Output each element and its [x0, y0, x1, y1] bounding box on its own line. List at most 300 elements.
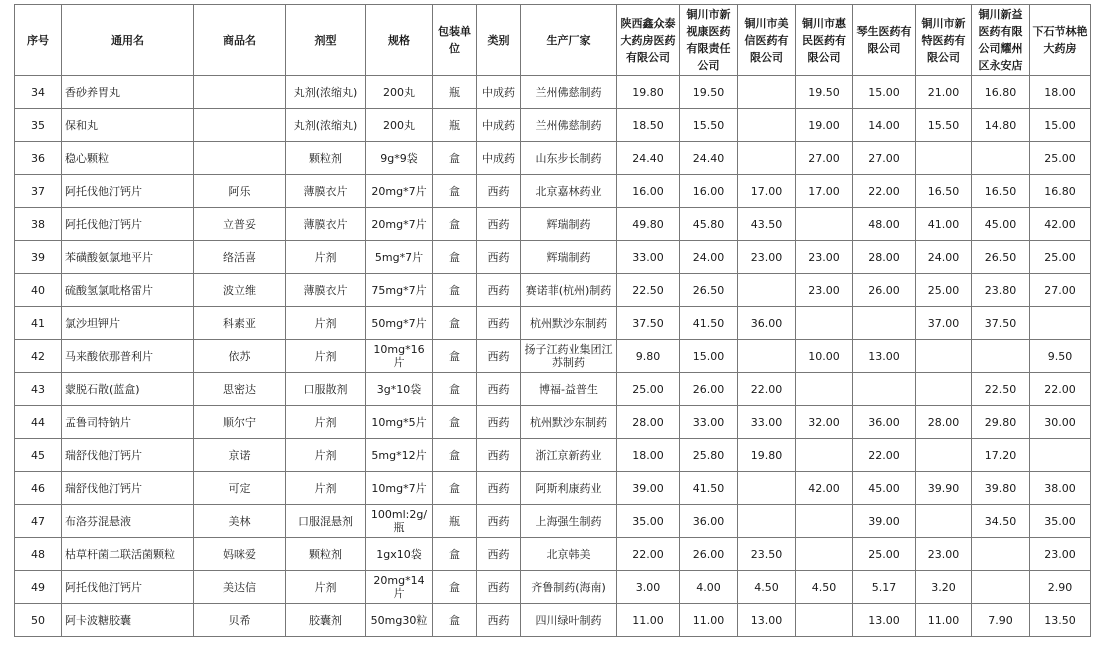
table-cell [194, 142, 286, 175]
table-cell: 孟鲁司特钠片 [62, 406, 194, 439]
table-cell: 40 [15, 274, 62, 307]
table-cell: 硫酸氢氯吡格雷片 [62, 274, 194, 307]
table-cell: 36.00 [680, 505, 738, 538]
table-cell: 36 [15, 142, 62, 175]
table-cell: 片剂 [286, 439, 366, 472]
table-cell: 20mg*7片 [366, 208, 433, 241]
drug-price-table [14, 4, 1091, 637]
table-cell: 颗粒剂 [286, 142, 366, 175]
table-cell: 18.00 [1030, 76, 1091, 109]
column-header: 下石节林艳大药房 [1030, 5, 1091, 76]
table-cell: 丸剂(浓缩丸) [286, 109, 366, 142]
table-cell [796, 604, 853, 637]
table-cell: 15.00 [853, 76, 916, 109]
table-cell: 45.00 [853, 472, 916, 505]
table-cell: 22.00 [617, 538, 680, 571]
table-cell: 22.50 [617, 274, 680, 307]
column-header: 生产厂家 [521, 5, 617, 76]
column-header: 剂型 [286, 5, 366, 76]
table-row [15, 109, 1091, 142]
table-cell: 立普妥 [194, 208, 286, 241]
table-cell: 9g*9袋 [366, 142, 433, 175]
table-cell: 35.00 [1030, 505, 1091, 538]
table-cell: 波立维 [194, 274, 286, 307]
table-cell: 50mg*7片 [366, 307, 433, 340]
table-row [15, 208, 1091, 241]
table-cell: 盒 [433, 142, 477, 175]
table-row [15, 439, 1091, 472]
table-cell: 15.50 [916, 109, 972, 142]
table-cell [738, 340, 796, 373]
table-cell: 24.40 [680, 142, 738, 175]
table-cell: 200丸 [366, 109, 433, 142]
table-cell: 妈咪爱 [194, 538, 286, 571]
table-cell: 16.80 [972, 76, 1030, 109]
table-cell: 兰州佛慈制药 [521, 76, 617, 109]
table-cell: 5mg*7片 [366, 241, 433, 274]
table-cell: 25.80 [680, 439, 738, 472]
table-cell: 17.00 [738, 175, 796, 208]
table-cell: 北京嘉林药业 [521, 175, 617, 208]
table-cell: 23.00 [796, 274, 853, 307]
table-cell: 15.50 [680, 109, 738, 142]
table-cell: 蒙脱石散(蓝盒) [62, 373, 194, 406]
table-row [15, 505, 1091, 538]
table-cell: 13.00 [738, 604, 796, 637]
table-cell: 14.00 [853, 109, 916, 142]
table-cell [853, 307, 916, 340]
column-header: 通用名 [62, 5, 194, 76]
table-cell: 瓶 [433, 505, 477, 538]
table-cell: 42.00 [796, 472, 853, 505]
column-header: 陕西鑫众泰大药房医药有限公司 [617, 5, 680, 76]
column-header: 铜川新益医药有限公司耀州区永安店 [972, 5, 1030, 76]
table-cell [916, 142, 972, 175]
table-row [15, 373, 1091, 406]
table-cell: 3.20 [916, 571, 972, 604]
table-cell: 阿斯利康药业 [521, 472, 617, 505]
header-row [15, 5, 1091, 76]
table-cell: 50 [15, 604, 62, 637]
table-cell: 38 [15, 208, 62, 241]
table-cell: 10mg*5片 [366, 406, 433, 439]
table-cell: 博福-益普生 [521, 373, 617, 406]
table-cell: 上海强生制药 [521, 505, 617, 538]
table-cell: 辉瑞制药 [521, 241, 617, 274]
table-row [15, 175, 1091, 208]
table-row [15, 241, 1091, 274]
table-cell: 26.00 [853, 274, 916, 307]
table-cell: 顺尔宁 [194, 406, 286, 439]
table-cell: 17.20 [972, 439, 1030, 472]
table-cell: 13.50 [1030, 604, 1091, 637]
table-row [15, 307, 1091, 340]
table-cell: 19.50 [796, 76, 853, 109]
column-header: 琴生医药有限公司 [853, 5, 916, 76]
table-cell: 薄膜衣片 [286, 274, 366, 307]
table-cell: 杭州默沙东制药 [521, 307, 617, 340]
column-header: 铜川市惠民医药有限公司 [796, 5, 853, 76]
table-cell: 22.00 [853, 175, 916, 208]
table-cell: 稳心颗粒 [62, 142, 194, 175]
table-cell: 依苏 [194, 340, 286, 373]
table-cell [796, 208, 853, 241]
table-cell [738, 472, 796, 505]
table-cell: 16.50 [972, 175, 1030, 208]
table-cell: 23.00 [916, 538, 972, 571]
table-cell [738, 274, 796, 307]
table-cell: 片剂 [286, 406, 366, 439]
table-row [15, 76, 1091, 109]
column-header: 铜川市美信医药有限公司 [738, 5, 796, 76]
table-cell: 16.00 [617, 175, 680, 208]
table-cell: 盒 [433, 472, 477, 505]
table-cell: 27.00 [796, 142, 853, 175]
table-cell: 36.00 [738, 307, 796, 340]
table-cell: 颗粒剂 [286, 538, 366, 571]
table-cell: 25.00 [853, 538, 916, 571]
table-cell: 布洛芬混悬液 [62, 505, 194, 538]
table-cell [853, 373, 916, 406]
table-cell: 14.80 [972, 109, 1030, 142]
table-cell: 齐鲁制药(海南) [521, 571, 617, 604]
table-cell: 37.50 [972, 307, 1030, 340]
table-cell: 1gx10袋 [366, 538, 433, 571]
table-cell: 29.80 [972, 406, 1030, 439]
table-cell: 盒 [433, 175, 477, 208]
table-cell [972, 538, 1030, 571]
column-header: 规格 [366, 5, 433, 76]
table-cell [916, 439, 972, 472]
table-cell [738, 76, 796, 109]
table-cell [796, 505, 853, 538]
table-cell: 瑞舒伐他汀钙片 [62, 439, 194, 472]
table-cell: 口服混悬剂 [286, 505, 366, 538]
table-cell: 18.00 [617, 439, 680, 472]
table-cell: 阿托伐他汀钙片 [62, 208, 194, 241]
table-cell: 45.80 [680, 208, 738, 241]
table-cell [738, 109, 796, 142]
table-cell: 片剂 [286, 472, 366, 505]
table-cell: 33.00 [680, 406, 738, 439]
table-cell: 盒 [433, 406, 477, 439]
table-cell: 瓶 [433, 76, 477, 109]
table-cell: 42 [15, 340, 62, 373]
table-cell: 25.00 [1030, 142, 1091, 175]
table-cell: 保和丸 [62, 109, 194, 142]
table-cell: 西药 [477, 274, 521, 307]
table-cell: 口服散剂 [286, 373, 366, 406]
table-cell: 丸剂(浓缩丸) [286, 76, 366, 109]
table-cell: 75mg*7片 [366, 274, 433, 307]
table-cell: 科素亚 [194, 307, 286, 340]
table-cell: 枯草杆菌二联活菌颗粒 [62, 538, 194, 571]
table-row [15, 340, 1091, 373]
table-cell: 3.00 [617, 571, 680, 604]
table-cell: 27.00 [1030, 274, 1091, 307]
table-cell: 22.00 [1030, 373, 1091, 406]
table-cell: 四川绿叶制药 [521, 604, 617, 637]
table-cell [1030, 307, 1091, 340]
table-cell: 西药 [477, 208, 521, 241]
table-cell: 盒 [433, 604, 477, 637]
table-cell: 26.00 [680, 538, 738, 571]
table-cell: 43.50 [738, 208, 796, 241]
table-cell: 盒 [433, 340, 477, 373]
table-cell: 44 [15, 406, 62, 439]
table-cell: 可定 [194, 472, 286, 505]
table-cell: 23.00 [1030, 538, 1091, 571]
table-cell [194, 109, 286, 142]
table-cell: 28.00 [853, 241, 916, 274]
table-cell: 34 [15, 76, 62, 109]
table-cell: 37.50 [617, 307, 680, 340]
table-cell: 47 [15, 505, 62, 538]
table-cell: 思密达 [194, 373, 286, 406]
table-cell: 39 [15, 241, 62, 274]
table-cell: 络活喜 [194, 241, 286, 274]
table-cell: 11.00 [916, 604, 972, 637]
table-cell: 100ml:2g/瓶 [366, 505, 433, 538]
table-cell: 38.00 [1030, 472, 1091, 505]
table-cell: 片剂 [286, 307, 366, 340]
column-header: 铜川市新视康医药有限责任公司 [680, 5, 738, 76]
table-cell: 19.00 [796, 109, 853, 142]
table-cell: 41.50 [680, 472, 738, 505]
table-cell: 39.00 [617, 472, 680, 505]
table-cell: 25.00 [1030, 241, 1091, 274]
table-cell: 43 [15, 373, 62, 406]
table-cell: 薄膜衣片 [286, 175, 366, 208]
table-cell: 西药 [477, 439, 521, 472]
table-cell: 杭州默沙东制药 [521, 406, 617, 439]
table-cell: 25.00 [617, 373, 680, 406]
table-cell: 山东步长制药 [521, 142, 617, 175]
table-cell: 200丸 [366, 76, 433, 109]
table-cell: 33.00 [738, 406, 796, 439]
table-cell: 西药 [477, 241, 521, 274]
table-cell: 19.50 [680, 76, 738, 109]
column-header: 商品名 [194, 5, 286, 76]
table-cell: 4.50 [796, 571, 853, 604]
table-cell: 10mg*16片 [366, 340, 433, 373]
table-cell: 盒 [433, 439, 477, 472]
column-header: 包装单位 [433, 5, 477, 76]
table-cell: 西药 [477, 175, 521, 208]
table-cell: 11.00 [617, 604, 680, 637]
table-cell [972, 142, 1030, 175]
table-cell [796, 307, 853, 340]
table-cell [916, 340, 972, 373]
table-cell [972, 340, 1030, 373]
table-cell: 北京韩美 [521, 538, 617, 571]
table-cell: 7.90 [972, 604, 1030, 637]
table-cell: 22.00 [853, 439, 916, 472]
table-cell: 41 [15, 307, 62, 340]
table-cell: 西药 [477, 340, 521, 373]
table-cell: 京诺 [194, 439, 286, 472]
table-cell: 42.00 [1030, 208, 1091, 241]
table-cell: 辉瑞制药 [521, 208, 617, 241]
column-header: 序号 [15, 5, 62, 76]
table-cell: 27.00 [853, 142, 916, 175]
table-cell: 美达信 [194, 571, 286, 604]
table-cell: 赛诺菲(杭州)制药 [521, 274, 617, 307]
table-cell: 37 [15, 175, 62, 208]
table-cell: 苯磺酸氨氯地平片 [62, 241, 194, 274]
table-cell: 34.50 [972, 505, 1030, 538]
table-cell [916, 505, 972, 538]
table-cell: 氯沙坦钾片 [62, 307, 194, 340]
table-cell: 片剂 [286, 241, 366, 274]
table-cell: 西药 [477, 406, 521, 439]
table-cell: 39.90 [916, 472, 972, 505]
table-cell: 中成药 [477, 142, 521, 175]
column-header: 类别 [477, 5, 521, 76]
table-cell: 23.80 [972, 274, 1030, 307]
table-cell: 阿托伐他汀钙片 [62, 571, 194, 604]
table-cell: 10.00 [796, 340, 853, 373]
table-cell: 浙江京新药业 [521, 439, 617, 472]
table-cell: 45 [15, 439, 62, 472]
table-cell: 兰州佛慈制药 [521, 109, 617, 142]
table-cell: 4.00 [680, 571, 738, 604]
table-cell: 16.00 [680, 175, 738, 208]
table-cell [738, 142, 796, 175]
table-cell: 西药 [477, 472, 521, 505]
table-cell: 扬子江药业集团江苏制药 [521, 340, 617, 373]
table-cell: 26.50 [972, 241, 1030, 274]
table-cell [738, 505, 796, 538]
table-cell: 9.80 [617, 340, 680, 373]
table-cell: 西药 [477, 307, 521, 340]
table-cell: 28.00 [617, 406, 680, 439]
table-cell: 15.00 [1030, 109, 1091, 142]
table-cell: 41.50 [680, 307, 738, 340]
table-row [15, 604, 1091, 637]
table-cell: 片剂 [286, 571, 366, 604]
table-cell: 39.00 [853, 505, 916, 538]
table-cell: 贝希 [194, 604, 286, 637]
table-cell: 20mg*14片 [366, 571, 433, 604]
table-cell: 32.00 [796, 406, 853, 439]
table-cell: 49.80 [617, 208, 680, 241]
table-cell: 22.50 [972, 373, 1030, 406]
table-cell [796, 373, 853, 406]
table-cell: 26.50 [680, 274, 738, 307]
table-cell: 3g*10袋 [366, 373, 433, 406]
table-cell: 37.00 [916, 307, 972, 340]
table-cell: 48.00 [853, 208, 916, 241]
table-cell: 9.50 [1030, 340, 1091, 373]
table-row [15, 274, 1091, 307]
table-cell: 24.00 [680, 241, 738, 274]
table-cell: 19.80 [738, 439, 796, 472]
table-cell: 香砂养胃丸 [62, 76, 194, 109]
table-cell: 48 [15, 538, 62, 571]
price-table-container [14, 4, 1091, 637]
table-cell: 盒 [433, 307, 477, 340]
table-cell: 24.00 [916, 241, 972, 274]
table-cell: 阿卡波糖胶囊 [62, 604, 194, 637]
table-cell: 瑞舒伐他汀钙片 [62, 472, 194, 505]
table-cell: 4.50 [738, 571, 796, 604]
table-cell: 阿托伐他汀钙片 [62, 175, 194, 208]
column-header: 铜川市新特医药有限公司 [916, 5, 972, 76]
table-cell: 20mg*7片 [366, 175, 433, 208]
table-cell: 西药 [477, 373, 521, 406]
table-cell: 西药 [477, 604, 521, 637]
table-cell: 50mg30粒 [366, 604, 433, 637]
table-cell: 盒 [433, 274, 477, 307]
table-cell: 5mg*12片 [366, 439, 433, 472]
table-cell: 22.00 [738, 373, 796, 406]
table-cell: 36.00 [853, 406, 916, 439]
table-cell: 41.00 [916, 208, 972, 241]
table-cell: 25.00 [916, 274, 972, 307]
table-cell: 西药 [477, 571, 521, 604]
table-row [15, 571, 1091, 604]
table-cell: 16.80 [1030, 175, 1091, 208]
table-cell: 23.00 [738, 241, 796, 274]
table-body [15, 76, 1091, 637]
table-cell: 11.00 [680, 604, 738, 637]
table-cell: 5.17 [853, 571, 916, 604]
table-cell: 16.50 [916, 175, 972, 208]
table-row [15, 406, 1091, 439]
table-cell [916, 373, 972, 406]
table-cell: 28.00 [916, 406, 972, 439]
table-cell: 18.50 [617, 109, 680, 142]
table-cell: 10mg*7片 [366, 472, 433, 505]
table-cell: 24.40 [617, 142, 680, 175]
table-cell [972, 571, 1030, 604]
table-cell: 13.00 [853, 340, 916, 373]
table-cell: 盒 [433, 373, 477, 406]
table-cell: 胶囊剂 [286, 604, 366, 637]
table-cell [796, 439, 853, 472]
table-cell [194, 76, 286, 109]
table-cell: 49 [15, 571, 62, 604]
table-row [15, 472, 1091, 505]
table-cell [796, 538, 853, 571]
table-cell: 13.00 [853, 604, 916, 637]
table-cell: 2.90 [1030, 571, 1091, 604]
table-cell: 39.80 [972, 472, 1030, 505]
table-cell [1030, 439, 1091, 472]
table-cell: 26.00 [680, 373, 738, 406]
table-cell: 46 [15, 472, 62, 505]
table-cell: 西药 [477, 505, 521, 538]
table-cell: 美林 [194, 505, 286, 538]
table-cell: 中成药 [477, 109, 521, 142]
table-cell: 盒 [433, 208, 477, 241]
table-cell: 阿乐 [194, 175, 286, 208]
table-cell: 21.00 [916, 76, 972, 109]
table-cell: 23.00 [796, 241, 853, 274]
table-cell: 35.00 [617, 505, 680, 538]
table-row [15, 142, 1091, 175]
table-cell: 西药 [477, 538, 521, 571]
table-cell: 45.00 [972, 208, 1030, 241]
table-cell: 盒 [433, 571, 477, 604]
table-cell: 15.00 [680, 340, 738, 373]
table-cell: 35 [15, 109, 62, 142]
table-cell: 盒 [433, 538, 477, 571]
table-cell: 片剂 [286, 340, 366, 373]
table-cell: 17.00 [796, 175, 853, 208]
table-cell: 23.50 [738, 538, 796, 571]
